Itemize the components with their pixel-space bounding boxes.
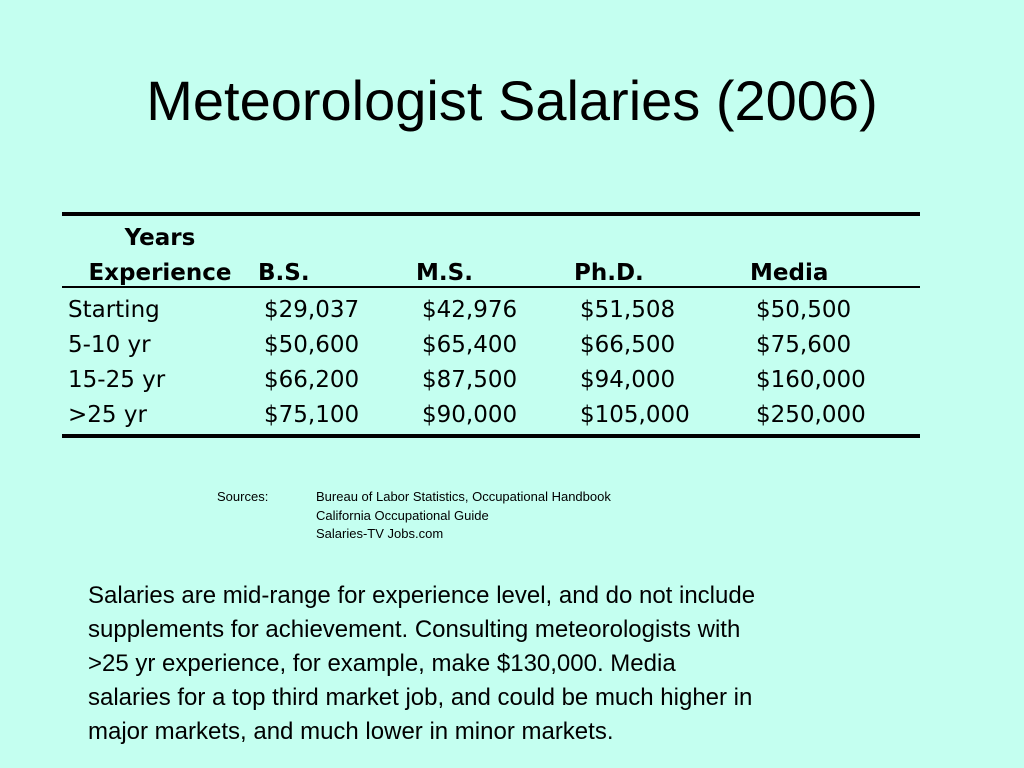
cell-ms: $90,000 — [422, 402, 518, 428]
cell-bs: $66,200 — [264, 367, 360, 393]
header-experience: Experience — [88, 260, 232, 286]
cell-phd: $105,000 — [580, 402, 690, 428]
cell-experience: Starting — [68, 297, 160, 323]
cell-media: $160,000 — [756, 367, 866, 393]
sources-label: Sources: — [217, 489, 269, 504]
page-title: Meteorologist Salaries (2006) — [146, 69, 878, 132]
cell-experience: >25 yr — [68, 402, 147, 428]
table-bottom-rule — [62, 434, 920, 438]
cell-ms: $42,976 — [422, 297, 518, 323]
cell-experience: 15-25 yr — [68, 367, 166, 393]
table-row — [62, 393, 926, 428]
header-row-2 — [62, 251, 920, 286]
salary-note — [88, 579, 908, 749]
note-line: >25 yr experience, for example, make $130,000. Media — [88, 650, 676, 677]
table-row — [62, 358, 926, 393]
cell-phd: $94,000 — [580, 367, 676, 393]
cell-media: $250,000 — [756, 402, 866, 428]
table-row — [62, 288, 926, 323]
note-line: supplements for achievement. Consulting meteorologists with — [88, 616, 741, 643]
source-item: California Occupational Guide — [316, 507, 489, 523]
cell-media: $75,600 — [756, 332, 852, 358]
cell-ms: $87,500 — [422, 367, 518, 393]
cell-bs: $50,600 — [264, 332, 360, 358]
cell-bs: $29,037 — [264, 297, 360, 323]
cell-phd: $51,508 — [580, 297, 676, 323]
cell-ms: $65,400 — [422, 332, 518, 358]
header-bs: B.S. — [258, 260, 310, 286]
cell-media: $50,500 — [756, 297, 852, 323]
salary-table — [62, 212, 920, 438]
cell-bs: $75,100 — [264, 402, 360, 428]
note-line: Salaries are mid-range for experience level, and do not include — [88, 582, 756, 609]
header-years: Years — [124, 225, 196, 251]
cell-experience: 5-10 yr — [68, 332, 151, 358]
header-row-1 — [62, 216, 920, 251]
header-media: Media — [750, 260, 829, 286]
sources-list — [316, 488, 736, 544]
table-row — [62, 323, 926, 358]
note-line: major markets, and much lower in minor markets. — [88, 718, 614, 745]
source-item: Salaries-TV Jobs.com — [316, 526, 444, 541]
note-line: salaries for a top third market job, and could be much higher in — [88, 684, 753, 711]
header-ms: M.S. — [416, 260, 473, 286]
header-phd: Ph.D. — [574, 260, 644, 286]
cell-phd: $66,500 — [580, 332, 676, 358]
source-item: Bureau of Labor Statistics, Occupational Handbook — [316, 489, 611, 504]
